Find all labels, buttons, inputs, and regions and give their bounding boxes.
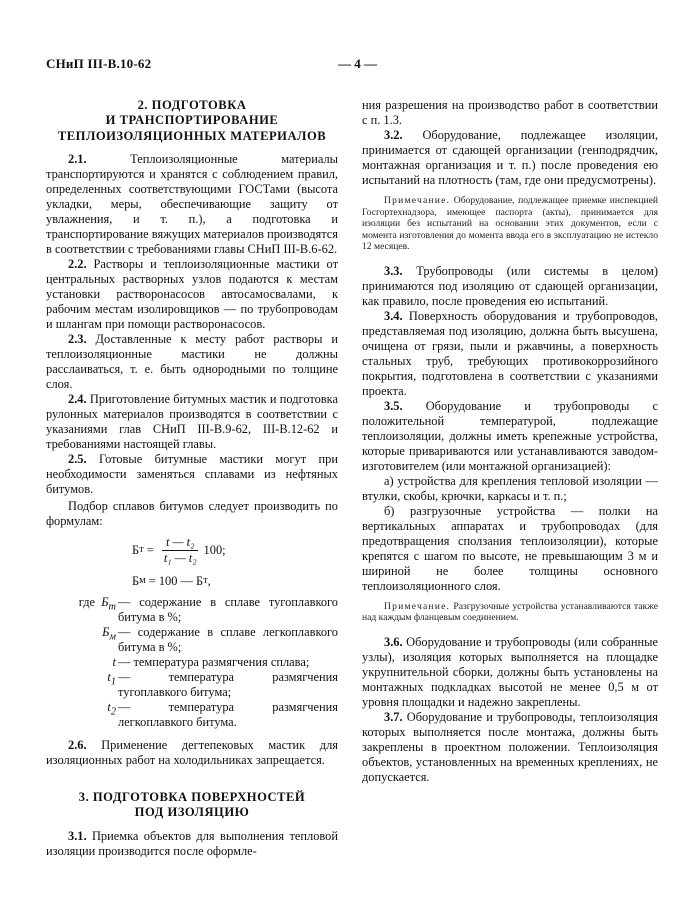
definition-row: t — температура размягчения сплава; bbox=[112, 655, 310, 670]
page-header bbox=[46, 56, 660, 76]
formula-block bbox=[46, 535, 338, 589]
section-2-title: 2. ПОДГОТОВКА И ТРАНСПОРТИРОВАНИЕ ТЕПЛОИЗОЛЯЦИОННЫХ МАТЕРИАЛОВ bbox=[57, 98, 327, 143]
variable-definitions bbox=[46, 595, 338, 730]
paragraph-2-6: 2.6. Применение дегтепековых мастик для изоляционных работ на холодильниках запрещается. bbox=[46, 738, 338, 768]
section-3-title: 3. ПОДГОТОВКА ПОВЕРХНОСТЕЙ ПОД ИЗОЛЯЦИЮ bbox=[78, 790, 306, 820]
paragraph-2-1: 2.1. Теплоизоляционные материалы транспортируются и хранятся с соблюдением правил, определенных соответствующими ГОСТами (высота укладки, меры, обеспечивающие защиту от увлажнения, и т. п.), а подготовка и транспортирование вяжущих материалов производятся в соответствии с требованиями главы СНиП III-В.6-62. bbox=[46, 152, 338, 257]
document-code: СНиП III-В.10-62 bbox=[46, 56, 152, 71]
formula-intro: Подбор сплавов битумов следует производить по формулам: bbox=[46, 499, 338, 529]
page-number: — 4 — bbox=[338, 56, 377, 71]
paragraph-3-5-a: а) устройства для крепления тепловой изоляции — втулки, скобы, крючки, каркасы и т. п.; bbox=[362, 473, 658, 503]
formula-1-fraction: $\frac{\text{t — t₂}}{\text{t₁ — t₂}}$ bbox=[163, 535, 197, 566]
paragraph-2-2: 2.2. Растворы и теплоизоляционные мастики от центральных растворных узлов подаются к местам установки растворонасосов автосамосвалами, к рабочим местам изолировщиков — по трубопроводам и шлангам при помощи растворонасосов. bbox=[46, 257, 338, 332]
paragraph-2-3: 2.3. Доставленные к месту работ растворы и теплоизоляционные мастики не должны расслаиваться, т. е. быть однородными по толщине слоя. bbox=[46, 332, 339, 392]
right-column bbox=[362, 98, 658, 785]
paragraph-2-4: 2.4. Приготовление битумных мастик и подготовка рулонных материалов производятся в соответствии с указаниями глав СНиП III-В.9-62, III-В.12-62 и требованиями настоящей главы. bbox=[46, 392, 338, 452]
definition-row: где $Б_т$ — содержание в сплаве тугоплавкого битума в %; bbox=[78, 595, 338, 625]
paragraph-3-5: 3.5. Оборудование и трубопроводы с положительной температурой, подлежащие теплоизоляции, должны иметь крепежные устройства, которые привариваются или устанавливаются заводом-изготовителем (или монтажной организацией): bbox=[362, 398, 658, 473]
paragraph-3-5-b: б) разгрузочные устройства — полки на вертикальных аппаратах и трубопроводах (для предотвращения сползания теплоизоляции), которые крепятся с шагом по высоте, не превышающим 3 м и шириной не более толщины основного теплоизоляционного слоя. bbox=[362, 503, 658, 593]
paragraph-3-1: 3.1. Приемка объектов для выполнения тепловой изоляции производится после оформле- bbox=[46, 828, 339, 858]
formula-2: Б м = 100 — Б т , bbox=[132, 574, 211, 589]
definition-row: $t_1$ — температура размягчения тугоплавкого битума; bbox=[107, 670, 338, 700]
paragraph-2-5: 2.5. Готовые битумные мастики могут при необходимости заменяться сплавами из нефтяных битумов. bbox=[46, 452, 338, 497]
paragraph-3-3: 3.3. Трубопроводы (или системы в целом) принимаются под изоляцию от сдающей организации, как правило, после проведения ею испытаний. bbox=[362, 263, 658, 308]
definition-row: $Б_м$ — содержание в сплаве легкоплавкого битума в %; bbox=[102, 625, 338, 655]
note-1: Примечание. Оборудование, подлежащее приемке инспекцией Госгортехнадзора, имеющее паспорта (акты), принимается для изоляции без испытаний на основании этих документов, если с момента изготовления до момента ввода его в эксплуатацию не истекло 12 месяцев. bbox=[362, 195, 658, 252]
note-2: Примечание. Разгрузочные устройства устанавливаются также над каждым фланцевым соединением. bbox=[362, 600, 658, 623]
definition-row: $t_2$ — температура размягчения легкоплавкого битума. bbox=[107, 700, 338, 730]
paragraph-3-2: 3.2. Оборудование, подлежащее изоляции, принимается от сдающей организации (генподрядчик, монтажная организация и т. п.) после проведения ею испытаний на плотность (там, где они предусмотрены). bbox=[362, 128, 658, 187]
left-column bbox=[46, 98, 338, 859]
paragraph-3-4: 3.4. Поверхность оборудования и трубопроводов, представляемая под изоляцию, должна быть высушена, очищена от грязи, пыли и ржавчины, а поверхность стальных труб, требующих противокоррозийного покрытия, подготовлена в соответствии с указаниями проекта. bbox=[362, 308, 658, 398]
formula-1: Б т = $\frac{\text{t — t₂}}{\text{t₁ — t₂}}$ 100; bbox=[132, 535, 226, 566]
paragraph-3-7: 3.7. Оборудование и трубопроводы, теплоизоляция которых выполняется после монтажа, должны быть закреплены в проектном положении. Теплоизоляция объектов, установленных на временных креплениях, не допускается. bbox=[362, 709, 658, 784]
paragraph-3-6: 3.6. Оборудование и трубопроводы (или собранные узлы), изоляция которых выполняется на площадке укрупнительной сборки, должны быть установлены на монтажных подкладках высотой не менее 0,5 м от уровня площадки и надежно закреплены. bbox=[362, 634, 658, 709]
paragraph-3-1-continued: ния разрешения на производство работ в соответствии с п. 1.3. bbox=[362, 98, 658, 127]
